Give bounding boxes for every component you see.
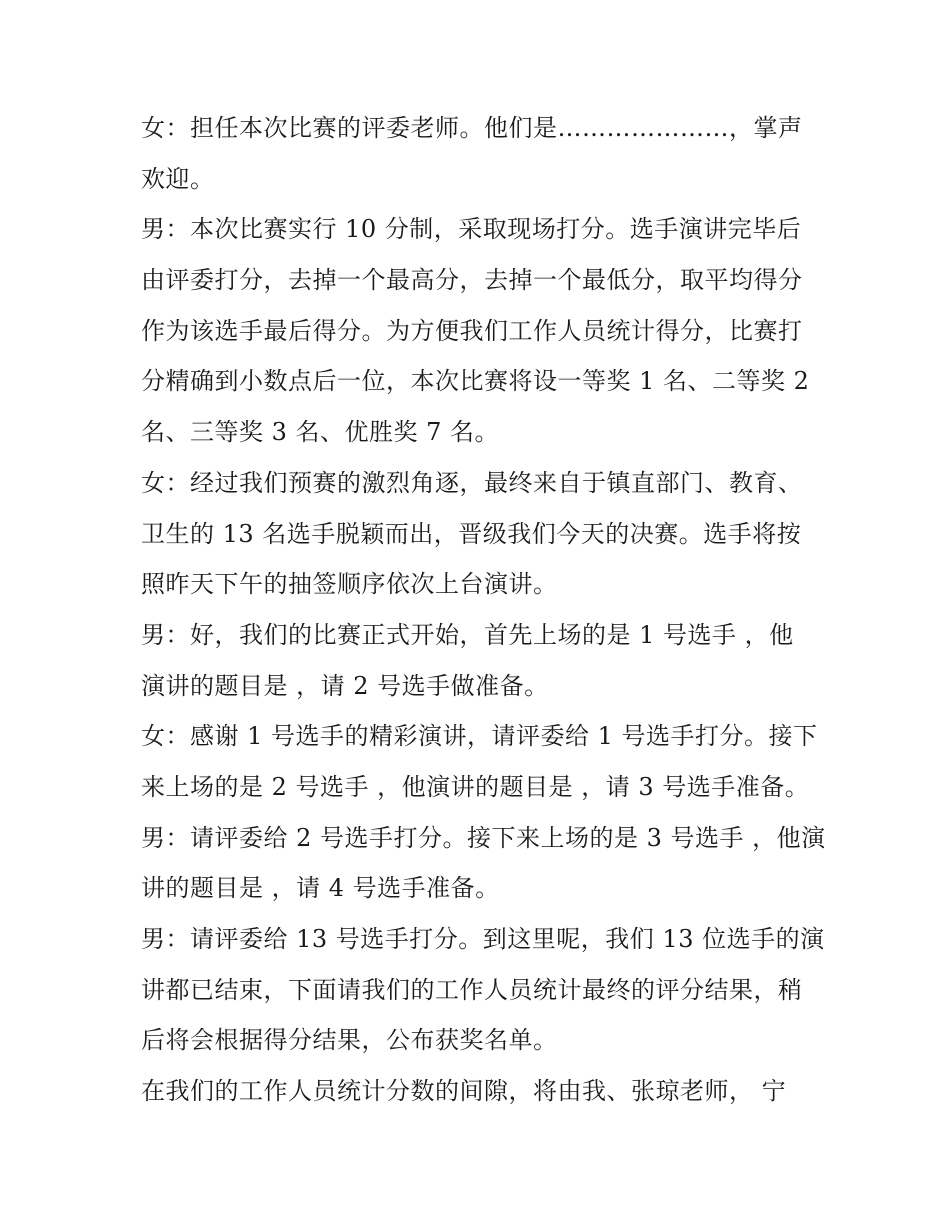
text-line: 女：经过我们预赛的激烈角逐，最终来自于镇直部门、教育、 [141,468,803,497]
text-line: 名、三等奖 3 名、优胜奖 7 名。 [141,418,500,447]
text-line: 讲的题目是 ，请 4 号选手准备。 [141,874,500,903]
text-line: 照昨天下午的抽签顺序依次上台演讲。 [141,570,558,599]
text-line: 分精确到小数点后一位，本次比赛将设一等奖 1 名、二等奖 2 [141,367,810,396]
text-line: 来上场的是 2 号选手 ，他演讲的题目是 ，请 3 号选手准备。 [141,772,810,801]
text-line: 讲都已结束，下面请我们的工作人员统计最终的评分结果，稍 [141,975,803,1004]
text-line: 男：本次比赛实行 10 分制，采取现场打分。选手演讲完毕后 [141,215,802,244]
text-line: 女：担任本次比赛的评委老师。他们是…………………，掌声 [141,114,803,142]
text-line: 由评委打分，去掉一个最高分，去掉一个最低分，取平均得分 [141,266,803,295]
text-line: 演讲的题目是 ，请 2 号选手做准备。 [141,671,549,700]
text-line: 作为该选手最后得分。为方便我们工作人员统计得分，比赛打 [141,316,803,345]
text-line: 欢迎。 [141,164,215,193]
text-line: 后将会根据得分结果，公布获奖名单。 [141,1026,558,1055]
text-line: 在我们的工作人员统计分数的间隙，将由我、张琼老师， 宁 [141,1077,787,1106]
text-line: 男：请评委给 2 号选手打分。接下来上场的是 3 号选手 ，他演 [141,823,826,852]
document-body [141,103,826,1117]
text-line: 卫生的 13 名选手脱颖而出，晋级我们今天的决赛。选手将按 [141,519,802,548]
text-line: 男：好，我们的比赛正式开始，首先上场的是 1 号选手 ，他 [141,620,794,649]
text-line: 男：请评委给 13 号选手打分。到这里呢，我们 13 位选手的演 [141,925,825,953]
text-line: 女：感谢 1 号选手的精彩演讲，请评委给 1 号选手打分。接下 [141,722,818,751]
